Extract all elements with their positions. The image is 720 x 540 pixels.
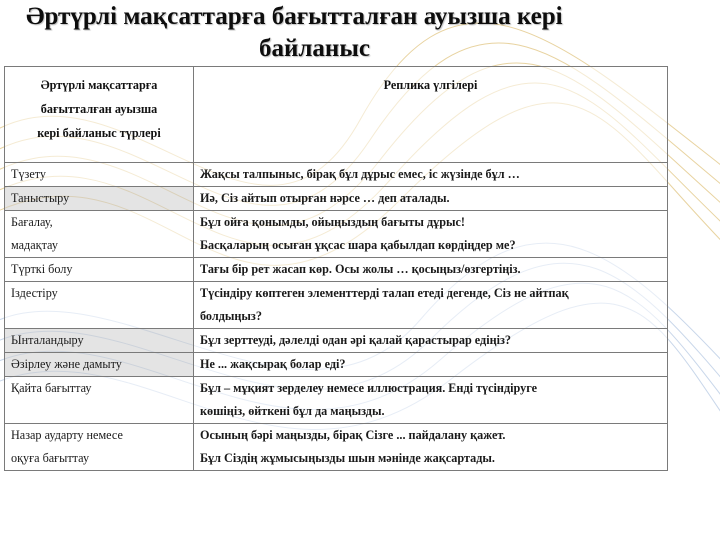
feedback-type-cell	[5, 187, 194, 211]
header-replica-examples: Реплика үлгілері	[194, 67, 668, 163]
example-text: Бұл Сіздің жұмысыңызды шын мәнінде жақсартады.	[200, 451, 495, 465]
feedback-type-text: Түрткі болу	[11, 262, 73, 276]
example-cell	[194, 187, 668, 211]
feedback-type-cell	[5, 329, 194, 353]
feedback-type-cell	[5, 377, 194, 424]
feedback-type-text: Әзірлеу және дамыту	[11, 357, 122, 371]
example-cell	[194, 377, 668, 424]
example-text: Бұл – мұқият зерделеу немесе иллюстрация. Енді түсіндіруге	[200, 381, 537, 395]
table-row	[5, 187, 668, 211]
feedback-type-text: Ынталандыру	[11, 333, 84, 347]
example-cell	[194, 353, 668, 377]
table-row	[5, 211, 668, 258]
example-cell	[194, 258, 668, 282]
table-row	[5, 353, 668, 377]
example-cell	[194, 211, 668, 258]
feedback-type-text: Қайта бағыттау	[11, 381, 92, 395]
table-row	[5, 377, 668, 424]
feedback-type-text: Бағалау,	[11, 215, 53, 229]
example-text: Тағы бір рет жасап көр. Осы жолы … қосыңыз/өзгертіңіз.	[200, 262, 521, 276]
table-header-row	[5, 67, 668, 163]
example-cell	[194, 329, 668, 353]
feedback-type-text: оқуға бағыттау	[11, 451, 90, 465]
header-feedback-types	[5, 67, 194, 163]
table-row	[5, 163, 668, 187]
example-cell	[194, 282, 668, 329]
example-text: Осының бәрі маңызды, бірақ Сізге ... пайдалану қажет.	[200, 428, 506, 442]
feedback-type-cell	[5, 258, 194, 282]
example-text: Басқаларың осыған ұқсас шара қабылдап көрдіңдер ме?	[200, 238, 516, 252]
slide-title-line-2: байланыс	[259, 35, 370, 62]
table-row	[5, 424, 668, 471]
example-cell	[194, 424, 668, 471]
feedback-type-cell	[5, 353, 194, 377]
table-row	[5, 258, 668, 282]
feedback-type-text: Назар аударту немесе	[11, 428, 123, 442]
example-text: көшіңіз, өйткені бұл да маңызды.	[200, 404, 385, 418]
table-row	[5, 282, 668, 329]
feedback-type-cell	[5, 424, 194, 471]
example-text: Жақсы талпыныс, бірақ бұл дұрыс емес, іс жүзінде бұл …	[200, 167, 520, 181]
feedback-type-text: Түзету	[11, 167, 47, 181]
example-cell	[194, 163, 668, 187]
example-text: болдыңыз?	[200, 309, 262, 323]
header-col1-line: кері байланыс түрлері	[37, 126, 161, 140]
table-row	[5, 329, 668, 353]
slide-title-line-1: Әртүрлі мақсаттарға бағытталған ауызша кері	[26, 3, 563, 30]
feedback-type-cell	[5, 211, 194, 258]
feedback-type-text: Іздестіру	[11, 286, 58, 300]
example-text: Түсіндіру көптеген элементтерді талап етеді дегенде, Сіз не айтпақ	[200, 286, 569, 300]
feedback-table	[4, 66, 668, 471]
example-text: Не ... жақсырақ болар еді?	[200, 357, 346, 371]
feedback-type-text: мадақтау	[11, 238, 58, 252]
header-col1-line: Әртүрлі мақсаттарға	[40, 78, 158, 92]
feedback-type-cell	[5, 163, 194, 187]
example-text: Иә, Сіз айтып отырған нәрсе … деп аталады.	[200, 191, 450, 205]
header-col1-line: бағытталған ауызша	[40, 102, 158, 116]
feedback-type-text: Таныстыру	[11, 191, 70, 205]
feedback-type-cell	[5, 282, 194, 329]
slide-title	[0, 2, 720, 64]
example-text: Бұл ойға қонымды, ойыңыздың бағыты дұрыс!	[200, 215, 465, 229]
example-text: Бұл зерттеуді, дәлелді одан әрі қалай қарастырар едіңіз?	[200, 333, 511, 347]
